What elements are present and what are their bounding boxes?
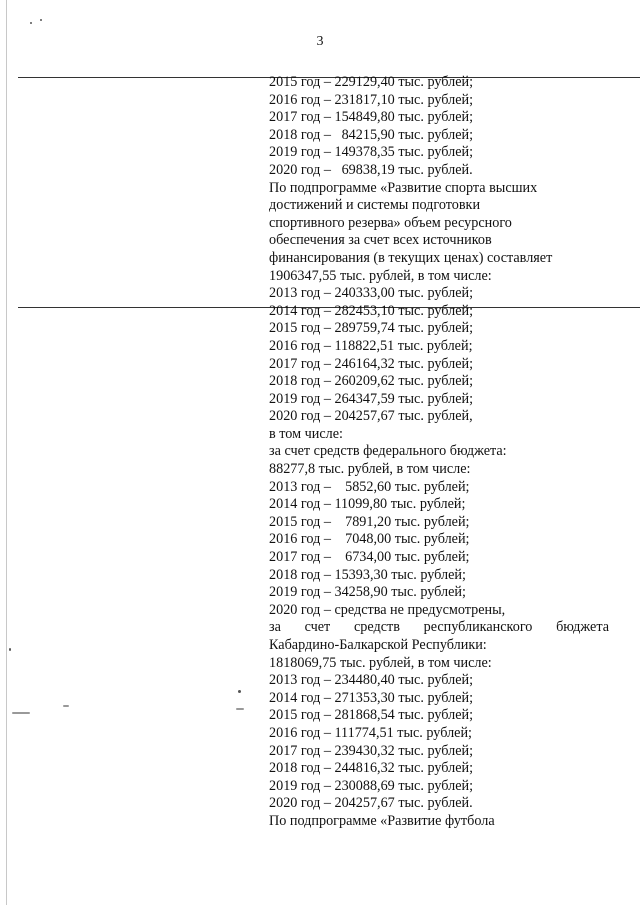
text-line: 2018 год – 260209,62 тыс. рублей;: [269, 373, 474, 390]
text-line: 2019 год – 230088,69 тыс. рублей;: [269, 777, 474, 794]
text-line: 2018 год – 84215,90 тыс. рублей;: [269, 126, 474, 143]
text-line: за счет средств республиканского бюджета: [269, 619, 609, 636]
page-number: 3: [316, 34, 324, 49]
text-line: 2016 год – 231817,10 тыс. рублей;: [269, 91, 474, 108]
scan-speck: [236, 708, 244, 710]
scan-speck: [238, 690, 241, 693]
text-line: 2019 год – 149378,35 тыс. рублей;: [269, 144, 474, 161]
text-line: По подпрограмме «Развитие спорта высших: [269, 179, 538, 196]
text-line: обеспечения за счет всех источников: [269, 232, 492, 249]
document-body: [269, 74, 609, 831]
text-line: 1818069,75 тыс. рублей, в том числе:: [269, 654, 492, 671]
text-line: 2019 год – 34258,90 тыс. рублей;: [269, 584, 466, 601]
text-line: 2019 год – 264347,59 тыс. рублей;: [269, 390, 474, 407]
text-line: 2013 год – 5852,60 тыс. рублей;: [269, 478, 470, 495]
text-line: 2016 год – 7048,00 тыс. рублей;: [269, 531, 470, 548]
text-line: 1906347,55 тыс. рублей, в том числе:: [269, 267, 492, 284]
text-line: 2020 год – 204257,67 тыс. рублей.: [269, 795, 473, 812]
text-line: 2018 год – 244816,32 тыс. рублей;: [269, 760, 474, 777]
text-line: 2015 год – 289759,74 тыс. рублей;: [269, 320, 474, 337]
text-line: 2018 год – 15393,30 тыс. рублей;: [269, 566, 466, 583]
text-line: 2020 год – средства не предусмотрены,: [269, 601, 506, 618]
scan-speck: [40, 19, 42, 21]
text-line: 2016 год – 118822,51 тыс. рублей;: [269, 337, 473, 354]
text-line: 2017 год – 154849,80 тыс. рублей;: [269, 109, 474, 126]
text-line: 2015 год – 7891,20 тыс. рублей;: [269, 513, 470, 530]
text-line: финансирования (в текущих ценах) составляет: [269, 249, 553, 266]
scan-speck: [63, 705, 69, 707]
text-line: 2014 год – 271353,30 тыс. рублей;: [269, 689, 474, 706]
scan-speck: [30, 22, 32, 24]
text-line: 2015 год – 281868,54 тыс. рублей;: [269, 707, 474, 724]
text-line: 2017 год – 6734,00 тыс. рублей;: [269, 549, 470, 566]
scan-speck: [12, 712, 30, 714]
text-line: 2020 год – 69838,19 тыс. рублей.: [269, 161, 473, 178]
text-line: 2014 год – 11099,80 тыс. рублей;: [269, 496, 466, 513]
text-line: за счет средств федерального бюджета:: [269, 443, 507, 460]
text-line: 2014 год – 282453,10 тыс. рублей;: [269, 302, 474, 319]
text-line: 2020 год – 204257,67 тыс. рублей,: [269, 408, 473, 425]
text-line: 2017 год – 246164,32 тыс. рублей;: [269, 355, 474, 372]
text-line: 2016 год – 111774,51 тыс. рублей;: [269, 724, 472, 741]
text-line: достижений и системы подготовки: [269, 197, 481, 214]
text-line: 2013 год – 240333,00 тыс. рублей;: [269, 285, 474, 302]
text-line: спортивного резерва» объем ресурсного: [269, 214, 512, 231]
text-line: 88277,8 тыс. рублей, в том числе:: [269, 461, 471, 478]
text-line: Кабардино-Балкарской Республики:: [269, 637, 487, 653]
scan-speck: [9, 648, 11, 651]
text-line: 2017 год – 239430,32 тыс. рублей;: [269, 742, 474, 759]
text-line: 2015 год – 229129,40 тыс. рублей;: [269, 74, 474, 90]
scan-edge-line: [6, 0, 7, 905]
text-line: По подпрограмме «Развитие футбола: [269, 812, 495, 829]
text-line: 2013 год – 234480,40 тыс. рублей;: [269, 672, 474, 689]
text-line: в том числе:: [269, 425, 343, 442]
